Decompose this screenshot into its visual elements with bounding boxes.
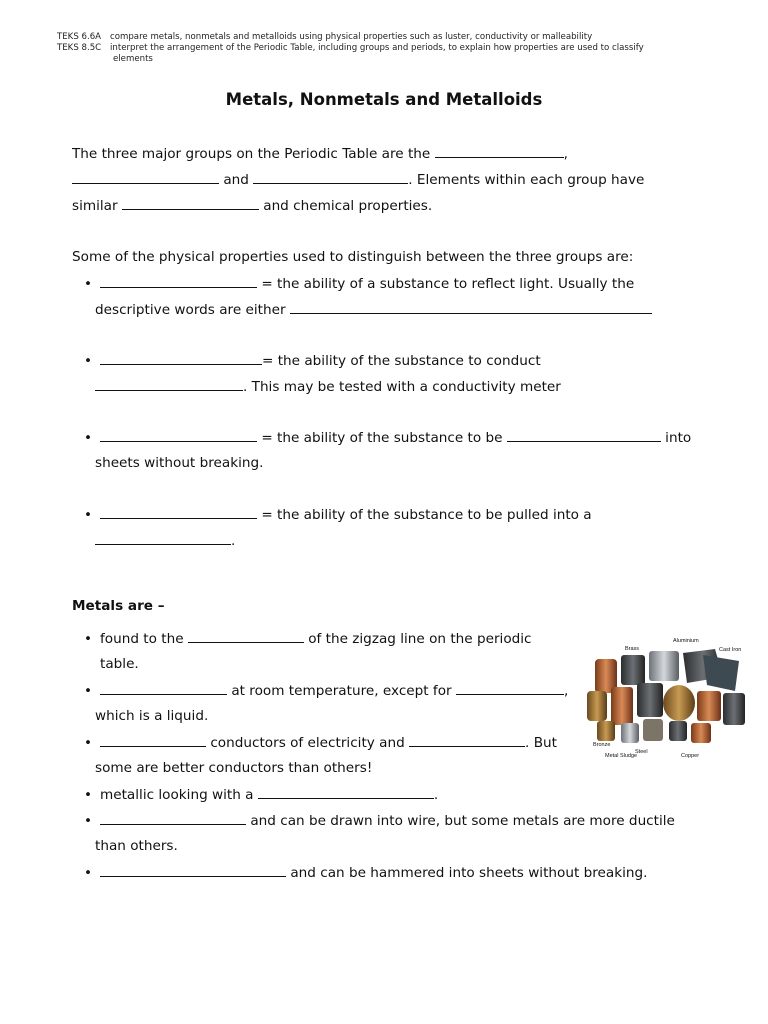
metals-item-3 <box>72 733 557 752</box>
metals-item-5 <box>72 811 675 830</box>
photo-label: Copper <box>681 753 700 759</box>
fill-blank[interactable] <box>95 531 231 545</box>
photo-label: Cast Iron <box>719 647 742 653</box>
intro-text: . Elements within each group have <box>408 172 645 188</box>
property-text: = the ability of a substance to reflect light. Usually the <box>261 276 635 292</box>
property-text: = the ability of the substance to be <box>261 430 503 446</box>
fill-blank[interactable] <box>409 733 525 747</box>
teks-line <box>57 43 644 54</box>
malleability-line-2: sheets without breaking. <box>95 455 264 471</box>
metal-sludge <box>643 719 663 741</box>
property-text: into <box>665 430 692 446</box>
fill-blank[interactable] <box>100 505 257 519</box>
photo-label: Metal Sludge <box>605 753 638 759</box>
intro-text: The three major groups on the Periodic Table are the <box>72 146 431 162</box>
metals-text: of the zigzag line on the periodic <box>308 631 532 647</box>
small-steel <box>669 721 687 741</box>
bullet: • <box>84 683 93 699</box>
photo-label: Bronze <box>593 742 611 748</box>
fill-blank[interactable] <box>95 377 243 391</box>
metal-samples-photo <box>583 633 749 761</box>
fill-blank[interactable] <box>258 785 434 799</box>
intro-line-2 <box>72 170 644 189</box>
metals-text: metallic looking with a <box>100 787 254 803</box>
teks-text: interpret the arrangement of the Periodic Table, including groups and periods, to explain how properties are used to classify <box>110 43 644 53</box>
fill-blank[interactable] <box>507 428 661 442</box>
bullet: • <box>84 276 93 292</box>
property-text: . <box>231 533 236 549</box>
metals-heading: Metals are – <box>72 598 165 614</box>
steel-disc <box>621 723 639 743</box>
property-text: = the ability of the substance to conduct <box>262 353 541 369</box>
metals-item-4 <box>72 785 438 804</box>
intro-line-3 <box>72 196 432 215</box>
teks-continuation: elements <box>113 54 153 64</box>
intro-text: and <box>223 172 249 188</box>
metals-text: , <box>563 683 569 699</box>
steel-cube <box>637 683 663 717</box>
teks-line <box>57 32 644 43</box>
photo-label: Brass <box>625 646 640 652</box>
bullet: • <box>84 507 93 523</box>
fill-blank[interactable] <box>456 681 564 695</box>
photo-label: Aluminium <box>673 638 699 644</box>
fill-blank[interactable] <box>290 300 652 314</box>
ductility-line-1 <box>72 505 592 524</box>
metals-item-5-cont: than others. <box>95 838 178 854</box>
luster-line-1 <box>72 274 634 293</box>
copper-block <box>697 691 721 721</box>
bullet: • <box>84 353 93 369</box>
fill-blank[interactable] <box>72 170 219 184</box>
metals-item-1-cont: table. <box>100 656 139 672</box>
property-text: descriptive words are either <box>95 302 286 318</box>
intro-text: and chemical properties. <box>263 198 433 214</box>
metals-text: and can be drawn into wire, but some metals are more ductile <box>250 813 675 829</box>
metals-item-6 <box>72 863 647 882</box>
aluminium-block <box>649 651 679 681</box>
fill-blank[interactable] <box>100 428 257 442</box>
teks-code: TEKS 8.5C <box>57 43 102 53</box>
metals-text: at room temperature, except for <box>231 683 452 699</box>
page-title: Metals, Nonmetals and Metalloids <box>225 90 543 109</box>
intro-text: similar <box>72 198 118 214</box>
malleability-line-1 <box>72 428 691 447</box>
steel-block <box>621 655 645 685</box>
photo-label: Steel <box>635 749 648 755</box>
copper-rod <box>611 687 633 725</box>
conductivity-line-2 <box>72 377 561 396</box>
intro-line-1 <box>72 144 568 163</box>
fill-blank[interactable] <box>100 811 246 825</box>
fill-blank[interactable] <box>100 863 286 877</box>
fill-blank[interactable] <box>100 351 262 365</box>
fill-blank[interactable] <box>100 681 227 695</box>
bullet: • <box>84 813 93 829</box>
fill-blank[interactable] <box>435 144 564 158</box>
fill-blank[interactable] <box>253 170 408 184</box>
metals-item-2 <box>72 681 568 700</box>
conductivity-line-1 <box>72 351 541 370</box>
metals-text: . But <box>525 735 557 751</box>
metals-text: found to the <box>100 631 184 647</box>
brass-cylinder <box>587 691 607 721</box>
metals-text: . <box>433 787 439 803</box>
metals-item-2-cont: which is a liquid. <box>95 708 209 724</box>
teks-code: TEKS 6.6A <box>57 32 102 42</box>
properties-intro: Some of the physical properties used to distinguish between the three groups are: <box>72 249 634 265</box>
intro-text: , <box>563 146 568 162</box>
metals-text: conductors of electricity and <box>210 735 405 751</box>
property-text: = the ability of the substance to be pulled into a <box>261 507 592 523</box>
fill-blank[interactable] <box>188 629 304 643</box>
teks-standards <box>57 32 644 65</box>
iron-block <box>723 693 745 725</box>
bronze-lump <box>663 685 695 721</box>
fill-blank[interactable] <box>100 733 206 747</box>
teks-text: compare metals, nonmetals and metalloids using physical properties such as luster, conductivity or malleability <box>110 32 593 42</box>
bullet: • <box>84 430 93 446</box>
fill-blank[interactable] <box>122 196 259 210</box>
copper-disc <box>691 723 711 743</box>
bullet: • <box>84 735 93 751</box>
fill-blank[interactable] <box>100 274 257 288</box>
ductility-line-2 <box>72 531 235 550</box>
bullet: • <box>84 787 93 803</box>
cast-iron-block <box>703 655 739 691</box>
luster-line-2 <box>72 300 652 319</box>
bronze-disc <box>597 721 615 741</box>
metals-item-1 <box>72 629 532 648</box>
bullet: • <box>84 631 93 647</box>
property-text: . This may be tested with a conductivity meter <box>243 379 561 395</box>
metals-item-3-cont: some are better conductors than others! <box>95 760 373 776</box>
metals-text: and can be hammered into sheets without breaking. <box>290 865 648 881</box>
bullet: • <box>84 865 93 881</box>
